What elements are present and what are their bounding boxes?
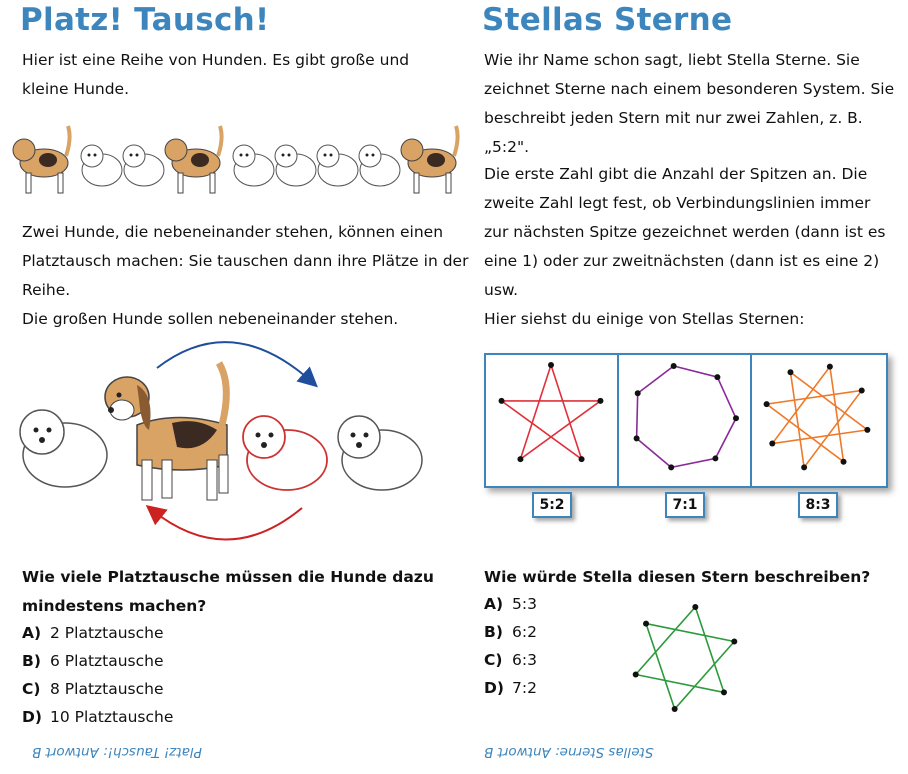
star-lines (636, 607, 735, 709)
star-8-3 (752, 355, 882, 485)
left-text-line-1: Zwei Hunde, die nebeneinander stehen, können einen (22, 223, 444, 241)
left-option-c[interactable]: C) 8 Platztausche (22, 680, 164, 698)
star-point (635, 390, 641, 396)
star-label-8-3: 8:3 (798, 492, 838, 518)
star-point (841, 459, 847, 465)
left-text-line-4: Die großen Hunde sollen nebeneinander stehen. (22, 310, 399, 328)
right-text-line-5: Die erste Zahl gibt die Anzahl der Spitzen an. Die (484, 165, 868, 183)
right-text-line-3: beschreibt jeden Stern mit nur zwei Zahlen, z. B. (484, 109, 863, 127)
star-point (714, 374, 720, 380)
star-point (692, 604, 698, 610)
right-text-line-9: usw. (484, 281, 519, 299)
star-5-2 (486, 355, 616, 485)
star-point (733, 415, 739, 421)
left-option-d[interactable]: D) 10 Platztausche (22, 708, 174, 726)
star-point (721, 689, 727, 695)
dog-small (317, 145, 358, 186)
right-text-line-1: Wie ihr Name schon sagt, liebt Stella Sterne. Sie (484, 51, 860, 69)
right-option-d[interactable]: D) 7:2 (484, 679, 537, 697)
star-point (579, 456, 585, 462)
small-dog-left (20, 410, 107, 487)
dog-small (81, 145, 122, 186)
small-dog-swapped (243, 416, 327, 490)
beagle-big (105, 363, 228, 500)
left-option-b[interactable]: B) 6 Platztausche (22, 652, 164, 670)
right-text-line-7: zur nächsten Spitze gezeichnet werden (dann ist es (484, 223, 886, 241)
right-question: Wie würde Stella diesen Stern beschreiben? (484, 568, 871, 586)
star-point (517, 456, 523, 462)
star-point (499, 398, 505, 404)
swap-arrow-bottom (152, 508, 302, 540)
dog-small (233, 145, 274, 186)
dog-small (359, 145, 400, 186)
left-question-line-2: mindestens machen? (22, 597, 207, 615)
dog-small (275, 145, 316, 186)
star-point (672, 706, 678, 712)
star-point (643, 621, 649, 627)
right-answer-upside-down: Stellas Sterne: Antwort B (484, 744, 654, 760)
star-lines (637, 366, 736, 467)
right-text-line-2: zeichnet Sterne nach einem besonderen System. Sie (484, 80, 895, 98)
star-point (671, 363, 677, 369)
star-point (548, 362, 554, 368)
star-point (787, 369, 793, 375)
right-option-a[interactable]: A) 5:3 (484, 595, 537, 613)
left-option-a[interactable]: A) 2 Platztausche (22, 624, 164, 642)
dog-small (123, 145, 164, 186)
star-point (634, 435, 640, 441)
star-point (764, 401, 770, 407)
right-option-c[interactable]: C) 6:3 (484, 651, 537, 669)
swap-illustration (12, 330, 442, 540)
left-text-line-3: Reihe. (22, 281, 71, 299)
star-lines (767, 367, 868, 468)
question-star-6-2 (620, 596, 750, 726)
star-label-5-2: 5:2 (532, 492, 572, 518)
left-text-line-2: Platztausch machen: Sie tauschen dann ihre Plätze in der (22, 252, 469, 270)
star-7-1 (619, 355, 749, 485)
right-text-line-8: eine 1) oder zur zweitnächsten (dann ist es eine 2) (484, 252, 880, 270)
star-point (712, 455, 718, 461)
star-point (827, 364, 833, 370)
star-lines (502, 365, 601, 459)
star-point (633, 672, 639, 678)
left-intro-line-1: Hier ist eine Reihe von Hunden. Es gibt große und (22, 51, 410, 69)
small-dog-right (338, 416, 422, 490)
star-point (859, 387, 865, 393)
star-point (864, 427, 870, 433)
left-title: Platz! Tausch! (20, 2, 270, 38)
dog-big (13, 126, 70, 193)
star-point (769, 441, 775, 447)
dog-row-illustration (12, 118, 442, 198)
right-text-line-4: „5:2". (484, 138, 530, 156)
star-point (731, 638, 737, 644)
left-answer-upside-down: Platz! Tausch!: Antwort B (32, 744, 202, 760)
left-intro-line-2: kleine Hunde. (22, 80, 130, 98)
swap-arrow-top (157, 342, 312, 382)
right-text-line-10: Hier siehst du einige von Stellas Sternen: (484, 310, 805, 328)
star-point (597, 398, 603, 404)
right-text-line-6: zweite Zahl legt fest, ob Verbindungslinien immer (484, 194, 871, 212)
right-option-b[interactable]: B) 6:2 (484, 623, 537, 641)
star-point (801, 464, 807, 470)
dog-big (401, 126, 458, 193)
right-title: Stellas Sterne (482, 2, 733, 38)
star-label-7-1: 7:1 (665, 492, 705, 518)
star-point (668, 464, 674, 470)
left-question-line-1: Wie viele Platztausche müssen die Hunde dazu (22, 568, 434, 586)
dog-big (165, 126, 222, 193)
